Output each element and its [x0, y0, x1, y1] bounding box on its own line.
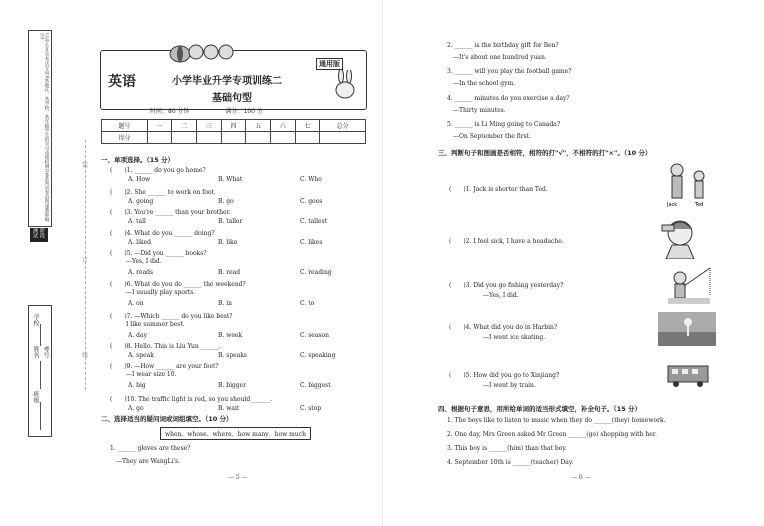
answer-option[interactable]: B. go	[218, 198, 234, 205]
fill-question	[447, 42, 559, 49]
judge-text: How did you go to Xinjiang?	[473, 372, 560, 379]
binding-strip	[28, 30, 52, 227]
question-number[interactable]: ( )7.	[110, 313, 135, 320]
fishing-boy-picture	[666, 266, 712, 306]
mc-question	[110, 341, 221, 350]
fill-answer: —In the school gym.	[453, 80, 516, 87]
info-label-class: 班级	[32, 391, 39, 403]
question-number[interactable]: ( )9.	[110, 363, 135, 370]
answer-option[interactable]: A. day	[128, 332, 147, 339]
fill-number: 5.	[447, 121, 455, 128]
fill-answer-1: —They are WangLi's.	[116, 458, 181, 465]
section-3-heading: 三、判断句子和图画是否相符，相符的打"√"，不相符的打"×"。（10 分）	[438, 149, 652, 157]
judge-question	[449, 370, 559, 379]
question-stem: ______ do you go home?	[134, 167, 206, 174]
mc-question	[110, 248, 206, 257]
question-stem: You're ______ than your brother.	[134, 209, 231, 216]
answer-option[interactable]: C. season	[300, 332, 329, 339]
score-input-cell[interactable]	[197, 132, 222, 144]
answer-option[interactable]: A. speak	[128, 352, 154, 359]
question-number[interactable]: ( )3.	[110, 209, 135, 216]
info-label-school: 学校	[32, 314, 39, 326]
answer-option[interactable]: C. biggest	[300, 382, 331, 389]
score-input-cell[interactable]	[147, 132, 172, 144]
answer-option[interactable]: C. speaking	[300, 352, 336, 359]
judge-mark-slot[interactable]: ( )1.	[449, 186, 474, 193]
judge-mark-slot[interactable]: ( )2.	[449, 238, 474, 245]
answer-option[interactable]: A. on	[128, 300, 144, 307]
judge-mark-slot[interactable]: ( )4.	[449, 324, 474, 331]
score-cell: 题号	[102, 120, 148, 132]
student-info-box	[28, 305, 52, 437]
answer-option[interactable]: B. wait	[218, 405, 240, 412]
section-2-heading: 二、选择适当的疑问词或词组填空。（10 分）	[101, 415, 233, 423]
score-input-cell[interactable]	[172, 132, 197, 144]
answer-option[interactable]: B. week	[218, 332, 243, 339]
answer-option[interactable]: C. goes	[300, 198, 323, 205]
fill-stem[interactable]: ______ gloves are these?	[117, 445, 191, 452]
form-text[interactable]: One day, Mrs Green asked Mr Green ______	[454, 431, 587, 438]
edition-badge: 通用版	[316, 58, 343, 70]
pic-label-jack: Jack	[667, 202, 678, 208]
question-stem: Hello. This is Liu Yun ______.	[134, 343, 221, 350]
binding-text: (小学生升学考试专用)(各地区、各学校、各年级学生的学习成绩检测)(本系列试卷由资深教师编写)	[39, 33, 49, 222]
answer-option[interactable]: A. going	[128, 198, 154, 205]
score-input-cell[interactable]	[246, 132, 271, 144]
question-number[interactable]: ( )1.	[110, 167, 135, 174]
score-cell: 四	[221, 120, 246, 132]
info-label-id: 考号	[42, 346, 49, 358]
question-response: I like summer best.	[126, 321, 185, 328]
cut-char: 订	[82, 257, 89, 264]
fill-answer: —Thirty minutes.	[453, 107, 506, 114]
fill-stem[interactable]: ______ minutes do you exercise a day?	[454, 95, 570, 102]
fill-question	[447, 68, 571, 75]
section-1-heading: 一、单项选择。（15 分）	[101, 156, 175, 164]
score-table	[101, 119, 366, 144]
answer-option[interactable]: B. What	[218, 176, 243, 183]
fill-question	[447, 95, 570, 102]
form-number: 3.	[447, 445, 455, 452]
train-picture	[666, 360, 714, 388]
headache-woman-picture	[658, 215, 702, 259]
question-stem: —Which ______ do you like best?	[134, 313, 233, 320]
answer-option[interactable]: B. like	[218, 239, 238, 246]
fill-question	[447, 121, 560, 128]
mc-question	[110, 228, 215, 237]
mc-question	[110, 394, 272, 403]
info-line[interactable]	[40, 324, 41, 346]
word-bank: when、whose、where、how many、how much	[160, 427, 311, 440]
score-cell: 七	[295, 120, 320, 132]
form-number: 1.	[447, 417, 455, 424]
exam-subtitle: 基础句型	[212, 93, 252, 104]
answer-option[interactable]: B. in	[218, 300, 233, 307]
form-hint: (they) homework.	[611, 417, 666, 424]
section-4-heading: 四、根据句子意思，用所给单词的适当形式填空，补全句子。（15 分）	[438, 405, 642, 413]
word-form-question	[447, 431, 657, 438]
score-cell: 一	[147, 120, 172, 132]
page-number: — 6 —	[571, 474, 591, 481]
form-hint: (him) than that boy.	[507, 445, 567, 452]
judge-text: What did you do in Harbin?	[473, 324, 558, 331]
right-page	[382, 0, 764, 526]
two-boys-height-picture	[665, 160, 711, 208]
answer-option[interactable]: A. How	[128, 176, 151, 183]
stage-badge: 阶段测试	[30, 228, 48, 242]
judge-question	[449, 280, 563, 289]
answer-option[interactable]: B. read	[218, 269, 241, 276]
rabbit-mascot-illustration	[332, 70, 358, 100]
mc-question	[110, 279, 246, 288]
cut-char: 线	[82, 352, 89, 359]
info-line[interactable]	[40, 361, 41, 389]
word-form-question	[447, 459, 573, 466]
fill-stem[interactable]: ______ is Li Ming going to Canada?	[454, 121, 561, 128]
fill-number: 2.	[447, 42, 455, 49]
question-stem: She ______ to work on foot.	[134, 189, 216, 196]
question-stem: —How ______ are your feet?	[134, 363, 219, 370]
answer-option[interactable]: C. tallest	[300, 218, 328, 225]
score-cell: 六	[270, 120, 295, 132]
time-score-line: 时间：80 分钟 满分：100 分	[150, 108, 263, 115]
score-header-row	[102, 120, 366, 132]
fill-stem[interactable]: ______ is the birthday gift for Ben?	[454, 42, 559, 49]
question-number[interactable]: ( )6.	[110, 281, 135, 288]
mc-question	[110, 311, 232, 320]
judge-mark-slot[interactable]: ( )5.	[449, 372, 474, 379]
fill-stem[interactable]: ______ will you play the football game?	[454, 68, 572, 75]
answer-option[interactable]: A. reads	[128, 269, 154, 276]
question-stem: —Did you ______ books?	[134, 250, 207, 257]
question-stem: What do you do ______ the weekend?	[134, 281, 246, 288]
judge-question	[449, 236, 564, 245]
judge-response: —I went by train.	[483, 382, 536, 389]
question-number[interactable]: ( )8.	[110, 343, 135, 350]
form-text[interactable]: This boy is ______	[454, 445, 508, 452]
pic-label-ted: Ted	[695, 202, 704, 208]
mc-question	[110, 207, 231, 216]
score-value-row	[102, 132, 366, 144]
score-input-cell[interactable]	[270, 132, 295, 144]
info-label-name: 姓名	[32, 346, 39, 358]
word-form-question	[447, 445, 567, 452]
question-number[interactable]: ( )4.	[110, 230, 135, 237]
score-input-cell[interactable]	[221, 132, 246, 144]
answer-option[interactable]: A. go	[128, 405, 144, 412]
subject-title: 英语	[108, 74, 136, 90]
form-number: 4.	[447, 459, 455, 466]
judge-question	[449, 322, 557, 331]
mc-question	[110, 165, 206, 174]
question-response: —I usually play sports.	[126, 289, 196, 296]
answer-option[interactable]: C. stop	[300, 405, 322, 412]
judge-question	[449, 184, 548, 193]
answer-option[interactable]: A. tall	[128, 218, 146, 225]
word-form-question	[447, 417, 666, 424]
answer-option[interactable]: B. taller	[218, 218, 243, 225]
score-input-cell[interactable]	[320, 132, 366, 144]
answer-option[interactable]: C. Who	[300, 176, 322, 183]
score-input-cell[interactable]	[295, 132, 320, 144]
fill-number: 1.	[110, 445, 118, 452]
fill-number: 4.	[447, 95, 455, 102]
fill-question-1	[110, 445, 190, 452]
judge-response: —Yes, I did.	[483, 292, 519, 299]
ice-skating-picture	[658, 312, 716, 346]
question-number[interactable]: ( )2.	[110, 189, 135, 196]
bee-banner-illustration	[166, 40, 246, 66]
answer-option[interactable]: C. likes	[300, 239, 323, 246]
judge-text: I feel sick, I have a headache.	[473, 238, 564, 245]
mc-question	[110, 361, 219, 370]
judge-mark-slot[interactable]: ( )3.	[449, 282, 474, 289]
cut-char: 装	[82, 162, 89, 169]
fill-number: 3.	[447, 68, 455, 75]
form-hint: (teacher) Day.	[530, 459, 574, 466]
judge-text: Did you go fishing yesterday?	[473, 282, 564, 289]
answer-option[interactable]: A. liked	[128, 239, 152, 246]
answer-option[interactable]: C. reading	[300, 269, 332, 276]
form-hint: (go) shopping with her.	[586, 431, 657, 438]
form-text[interactable]: September 10th is ______	[454, 459, 531, 466]
question-number[interactable]: ( )10.	[110, 396, 139, 403]
judge-response: —I went ice skating.	[483, 334, 546, 341]
question-number[interactable]: ( )5.	[110, 250, 135, 257]
question-response: —I wear size 10.	[126, 371, 177, 378]
answer-option[interactable]: C. to	[300, 300, 315, 307]
answer-option[interactable]: A. big	[128, 382, 146, 389]
score-cell: 三	[197, 120, 222, 132]
score-cell: 总分	[320, 120, 366, 132]
exam-title: 小学毕业升学专项训练二	[172, 76, 282, 87]
form-text[interactable]: The boys like to listen to music when they do ______	[454, 417, 612, 424]
question-response: —Yes, I did.	[126, 258, 162, 265]
fill-answer: —It's about one hundred yuan.	[453, 54, 547, 61]
mc-question	[110, 187, 216, 196]
form-number: 2.	[447, 431, 455, 438]
question-stem: What do you ______ doing?	[134, 230, 215, 237]
answer-option[interactable]: B. speaks	[218, 352, 247, 359]
judge-text: Jack is shorter than Ted.	[473, 186, 548, 193]
score-cell: 五	[246, 120, 271, 132]
fill-answer: —On September the first.	[453, 133, 532, 140]
page-number: — 5 —	[228, 474, 248, 481]
info-line[interactable]	[40, 402, 41, 430]
score-cell: 得分	[102, 132, 148, 144]
score-cell: 二	[172, 120, 197, 132]
question-stem: The traffic light is red, so you should ______.	[138, 396, 272, 403]
answer-option[interactable]: B. bigger	[218, 382, 247, 389]
